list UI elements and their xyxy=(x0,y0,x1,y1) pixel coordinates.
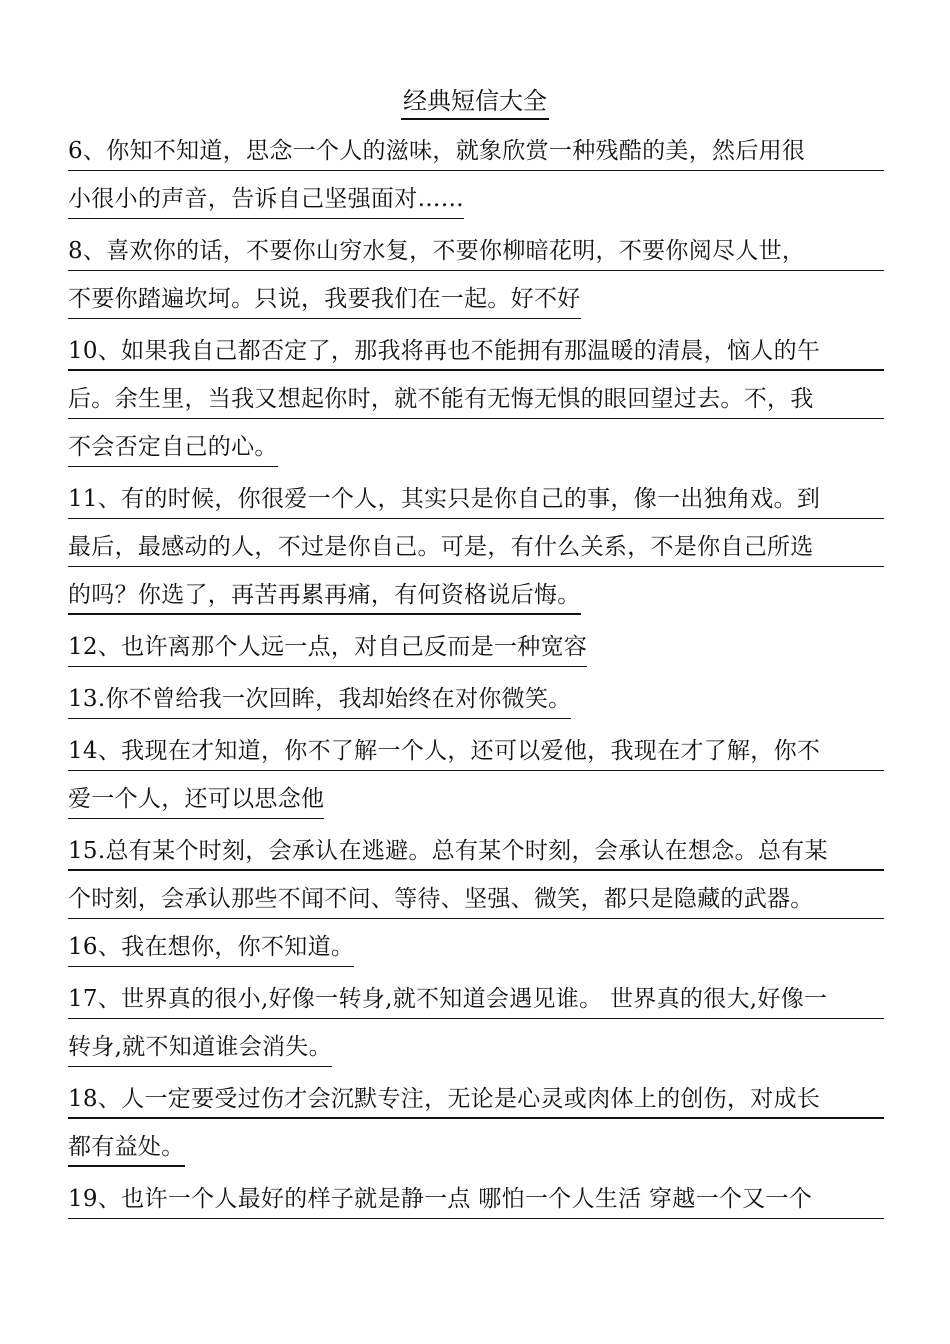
document-title-wrap xyxy=(0,84,950,120)
text-line: 17、世界真的很小,好像一转身,就不知道会遇见谁。 世界真的很大,好像一 xyxy=(68,971,884,1019)
text-line: 都有益处。 xyxy=(68,1119,185,1167)
text-line: 18、人一定要受过伤才会沉默专注，无论是心灵或肉体上的创伤，对成长 xyxy=(68,1071,884,1119)
text-line: 个时刻，会承认那些不闻不问、等待、坚强、微笑，都只是隐藏的武器。 xyxy=(68,871,884,919)
text-line: 15.总有某个时刻，会承认在逃避。总有某个时刻，会承认在想念。总有某 xyxy=(68,823,884,871)
text-line: 转身,就不知道谁会消失。 xyxy=(68,1019,332,1067)
text-line: 16、我在想你，你不知道。 xyxy=(68,919,354,967)
text-line: 19、也许一个人最好的样子就是静一点 哪怕一个人生活 穿越一个又一个 xyxy=(68,1171,884,1219)
document-title: 经典短信大全 xyxy=(401,84,549,120)
text-line: 不会否定自己的心。 xyxy=(68,419,278,467)
text-line: 的吗？你选了，再苦再累再痛，有何资格说后悔。 xyxy=(68,567,581,615)
text-line: 11、有的时候，你很爱一个人，其实只是你自己的事，像一出独角戏。到 xyxy=(68,471,884,519)
text-line: 10、如果我自己都否定了，那我将再也不能拥有那温暖的清晨，恼人的午 xyxy=(68,323,884,371)
text-line: 后。余生里，当我又想起你时，就不能有无悔无惧的眼回望过去。不，我 xyxy=(68,371,884,419)
text-line: 小很小的声音，告诉自己坚强面对…… xyxy=(68,171,464,219)
text-line: 6、你知不知道，思念一个人的滋味，就象欣赏一种残酷的美，然后用很 xyxy=(68,123,884,171)
text-line: 8、喜欢你的话，不要你山穷水复，不要你柳暗花明，不要你阅尽人世， xyxy=(68,223,884,271)
text-line: 爱一个人，还可以思念他 xyxy=(68,771,324,819)
text-line: 13.你不曾给我一次回眸，我却始终在对你微笑。 xyxy=(68,671,571,719)
document-body xyxy=(68,123,884,1219)
text-line: 最后，最感动的人，不过是你自己。可是，有什么关系，不是你自己所选 xyxy=(68,519,884,567)
text-line: 14、我现在才知道，你不了解一个人，还可以爱他，我现在才了解，你不 xyxy=(68,723,884,771)
text-line: 12、也许离那个人远一点，对自己反而是一种宽容 xyxy=(68,619,587,667)
text-line: 不要你踏遍坎坷。只说，我要我们在一起。好不好 xyxy=(68,271,581,319)
